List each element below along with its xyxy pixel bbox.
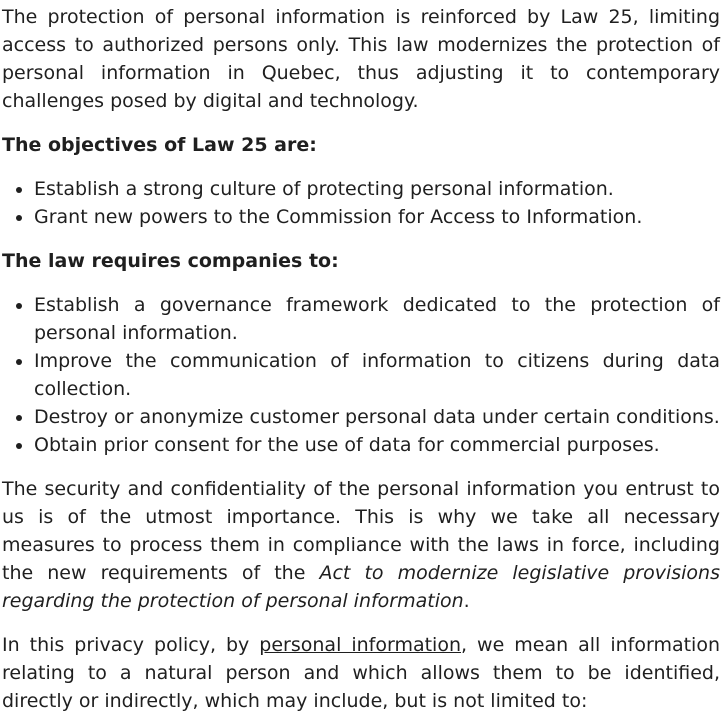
list-item: • Obtain prior consent for the use of data for commercial purposes. xyxy=(34,431,720,459)
act-title: Act to modernize legislative provisions regarding the protection of personal information xyxy=(2,562,721,612)
requirements-heading: The law requires companies to: xyxy=(2,250,339,272)
requirements-list xyxy=(2,291,720,459)
objectives-heading: The objectives of Law 25 are: xyxy=(2,134,317,156)
security-end: . xyxy=(463,590,470,612)
definition-paragraph xyxy=(2,631,720,715)
objectives-list xyxy=(2,175,720,231)
intro-paragraph: The protection of personal information is reinforced by Law 25, limiting access to authorized persons only. This law modernizes the protection of personal information in Quebec, thus adjusting it to contemporary challenges posed by digital and technology. xyxy=(2,6,720,112)
list-item: • Destroy or anonymize customer personal data under certain conditions. xyxy=(34,403,720,431)
list-item: • Establish a strong culture of protecting personal information. xyxy=(34,175,720,203)
definition-before: In this privacy policy, by xyxy=(2,634,260,656)
definition-after: , we mean all information relating to a natural person and which allows them to be identified, directly or indirectly, which may include, but is not limited to: xyxy=(2,634,720,712)
list-item: • Grant new powers to the Commission for Access to Information. xyxy=(34,203,720,231)
security-paragraph xyxy=(2,475,720,615)
personal-information-link[interactable]: personal information xyxy=(259,634,461,656)
list-item: • Establish a governance framework dedicated to the protection of personal information. xyxy=(34,291,720,347)
list-item: • Improve the communication of information to citizens during data collection. xyxy=(34,347,720,403)
security-text: The security and confidentiality of the personal information you entrust to us is of the utmost importance. This is why we take all necessary measures to process them in compliance with the laws in force, including the new requirements of the xyxy=(2,478,720,584)
